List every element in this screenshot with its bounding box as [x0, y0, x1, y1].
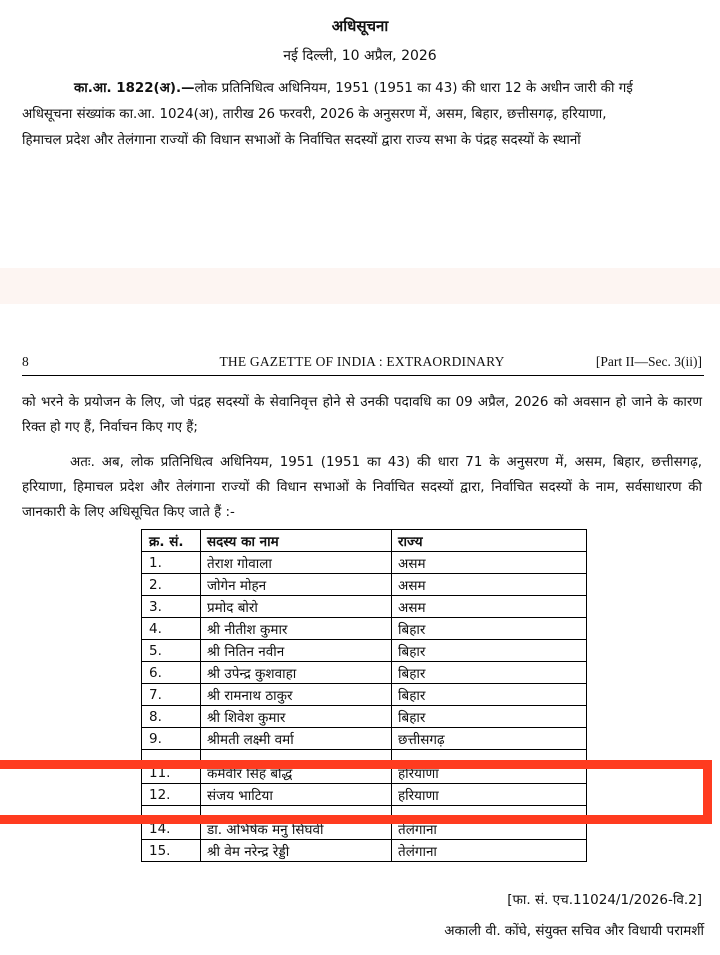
table-row	[142, 574, 587, 596]
gazette-title: THE GAZETTE OF INDIA : EXTRAORDINARY	[219, 354, 505, 369]
name-cell: जोगेन मोहन	[201, 574, 392, 596]
page-divider-strip	[0, 268, 720, 304]
serial-cell: 9.	[142, 728, 201, 750]
serial-cell: 5.	[142, 640, 201, 662]
serial-cell: 7.	[142, 684, 201, 706]
serial-cell: 11.	[142, 762, 201, 784]
gazette-part: [Part II—Sec. 3(ii)]	[595, 354, 702, 369]
table-row	[142, 706, 587, 728]
name-cell: श्री रामनाथ ठाकुर	[201, 684, 392, 706]
header-member-name: सदस्य का नाम	[201, 530, 392, 552]
serial-cell: 1.	[142, 552, 201, 574]
name-cell: डा. अभिषेक मनु सिंघवी	[201, 818, 392, 840]
serial-cell: 12.	[142, 784, 201, 806]
serial-cell: 4.	[142, 618, 201, 640]
name-cell: श्री नितिन नवीन	[201, 640, 392, 662]
para-line-2: अधिसूचना संख्यांक का.आ. 1024(अ), तारीख 26 फरवरी, 2026 के अनुसरण में, असम, बिहार, छत्तीसगढ़, हरियाणा,	[22, 107, 607, 122]
serial-cell: 15.	[142, 840, 201, 862]
page-number: 8	[22, 354, 29, 369]
state-cell: बिहार	[392, 706, 587, 728]
second-paragraph: अतः. अब, लोक प्रतिनिधित्व अधिनियम, 1951 (1951 का 43) की धारा 71 के अनुसरण में, असम, बिहार, छत्तीसगढ़, हरियाणा, हिमाचल प्रदेश और तेलंगाना राज्यों की विधान सभाओं के निर्वाचित सदस्यों द्वारा, निर्वाचित सदस्यों के नाम, सर्वसाधारण की जानकारी के लिए अधिसूचित किए जाते हैं :-	[22, 455, 702, 520]
order-reference: का.आ. 1822(अ).—	[74, 81, 195, 96]
table-header-row	[142, 530, 587, 552]
table-row	[142, 684, 587, 706]
serial-cell: 2.	[142, 574, 201, 596]
state-cell: तेलंगाना	[392, 818, 587, 840]
serial-cell: 8.	[142, 706, 201, 728]
table-row	[142, 662, 587, 684]
header-rule	[22, 375, 704, 376]
serial-cell: 3.	[142, 596, 201, 618]
notification-heading: अधिसूचना	[331, 17, 389, 35]
para-line-1-text: लोक प्रतिनिधित्व अधिनियम, 1951 (1951 का 43) की धारा 12 के अधीन जारी की गई	[194, 81, 633, 96]
table-row	[142, 840, 587, 862]
continued-paragraph: को भरने के प्रयोजन के लिए, जो पंद्रह सदस्यों के सेवानिवृत्त होने से उनकी पदावधि का 09 अप्रैल, 2026 को अवसान हो जाने के कारण रिक्त हो गए हैं, निर्वाचन किए गए हैं;	[22, 395, 702, 435]
state-cell: बिहार	[392, 640, 587, 662]
notification-paragraph	[22, 76, 702, 154]
para-line-3: हिमाचल प्रदेश और तेलंगाना राज्यों की विधान सभाओं के निर्वाचित सदस्यों द्वारा राज्य सभा के पंद्रह सदस्यों के स्थानों	[22, 133, 581, 148]
state-cell: बिहार	[392, 618, 587, 640]
table-row	[142, 618, 587, 640]
name-cell: तेराश गोवाला	[201, 552, 392, 574]
header-serial: क्र. सं.	[142, 530, 201, 552]
state-cell: बिहार	[392, 684, 587, 706]
state-cell: असम	[392, 596, 587, 618]
name-cell: श्री नीतीश कुमार	[201, 618, 392, 640]
serial-cell: 6.	[142, 662, 201, 684]
state-cell: तेलंगाना	[392, 840, 587, 862]
notification-dateline: नई दिल्ली, 10 अप्रैल, 2026	[283, 48, 437, 64]
signatory: अकाली वी. कोंघे, संयुक्त सचिव और विधायी परामर्शी	[444, 923, 704, 939]
name-cell: संजय भाटिया	[201, 784, 392, 806]
state-cell: असम	[392, 574, 587, 596]
name-cell: श्री शिवेश कुमार	[201, 706, 392, 728]
highlight-box	[0, 760, 712, 824]
state-cell: असम	[392, 552, 587, 574]
table-row	[142, 596, 587, 618]
table-row	[142, 640, 587, 662]
table-row	[142, 552, 587, 574]
name-cell: श्री उपेन्द्र कुशवाहा	[201, 662, 392, 684]
file-reference: [फा. सं. एच.11024/1/2026-वि.2]	[507, 892, 702, 908]
table-row	[142, 728, 587, 750]
state-cell: बिहार	[392, 662, 587, 684]
state-cell: हरियाणा	[392, 762, 587, 784]
name-cell: श्रीमती लक्ष्मी वर्मा	[201, 728, 392, 750]
para-line-1	[22, 76, 702, 102]
header-state: राज्य	[392, 530, 587, 552]
gazette-header	[22, 354, 702, 374]
serial-cell: 14.	[142, 818, 201, 840]
state-cell: छत्तीसगढ़	[392, 728, 587, 750]
name-cell: कर्मवीर सिंह बौद्ध	[201, 762, 392, 784]
state-cell: हरियाणा	[392, 784, 587, 806]
name-cell: श्री वेम नरेन्द्र रेड्डी	[201, 840, 392, 862]
name-cell: प्रमोद बोरो	[201, 596, 392, 618]
